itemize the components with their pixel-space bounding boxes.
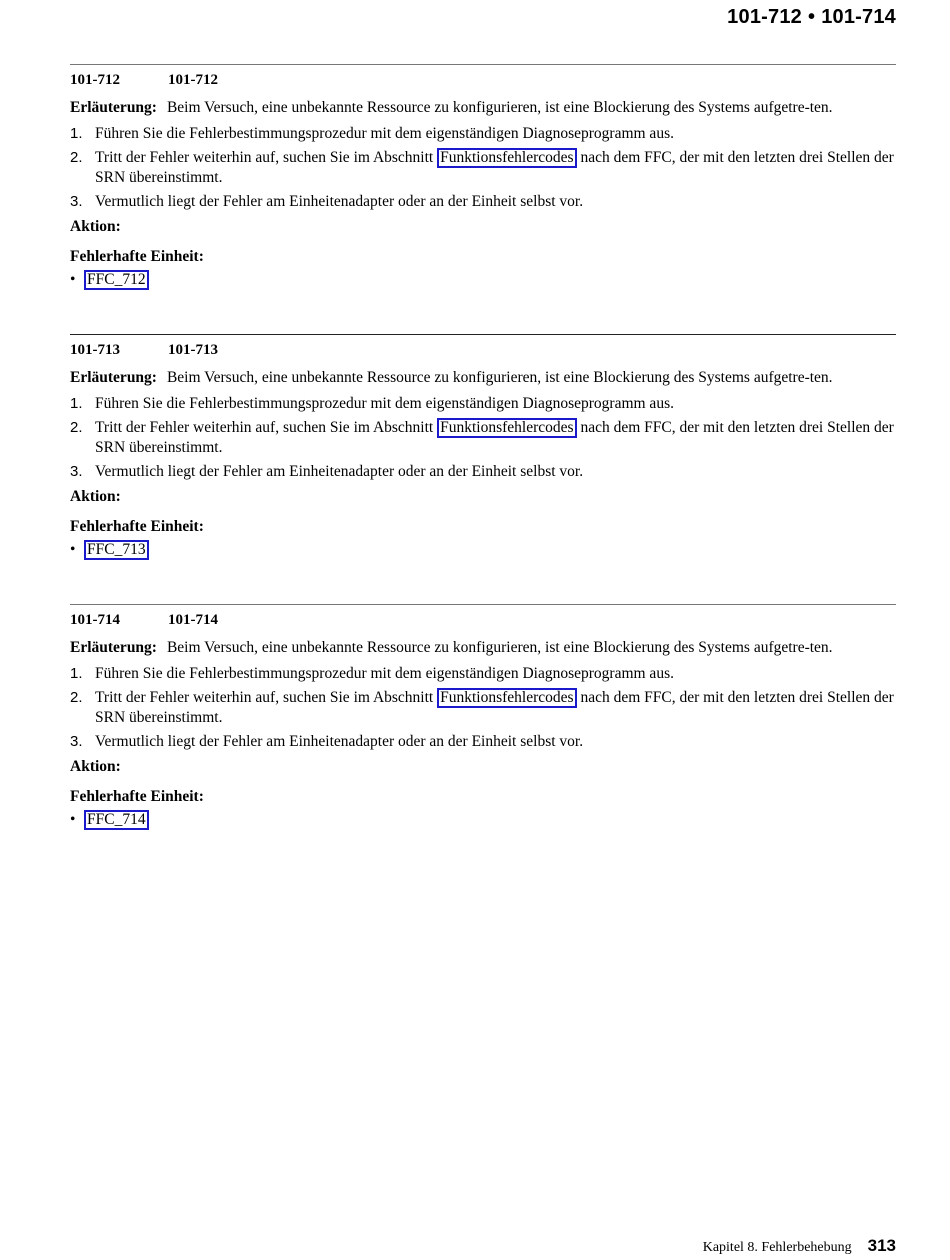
faulty-unit-label: Fehlerhafte Einheit: — [70, 518, 204, 535]
action-label: Aktion: — [70, 488, 121, 505]
error-code-title: 101-713 — [168, 342, 218, 358]
bullet-icon: • — [70, 811, 76, 828]
error-code-title: 101-712 — [168, 72, 218, 88]
error-entry — [70, 334, 896, 560]
step-text-after: nach dem FFC, der mit den letzten drei Stellen der SRN übereinstimmt. — [95, 419, 894, 456]
fru-list-item — [70, 270, 896, 290]
explanation-text: Beim Versuch, eine unbekannte Ressource zu konfigurieren, ist eine Blockierung des Systems aufgetre-ten. — [166, 99, 833, 116]
step-text: Vermutlich liegt der Fehler am Einheitenadapter oder an der Einheit selbst vor. — [95, 733, 584, 750]
step-item — [70, 124, 896, 143]
step-item — [70, 418, 896, 457]
error-code-line — [70, 611, 896, 629]
page-number: 313 — [867, 1236, 896, 1255]
explanation-label: Erläuterung: — [70, 639, 157, 656]
step-text-before: Tritt der Fehler weiterhin auf, suchen Sie im Abschnitt — [95, 149, 434, 166]
fru-list — [70, 810, 896, 830]
step-text: Führen Sie die Fehlerbestimmungsprozedur mit dem eigenständigen Diagnoseprogramm aus. — [95, 125, 674, 142]
step-number: 3. — [70, 193, 83, 210]
bullet-icon: • — [70, 541, 76, 558]
ffc-link[interactable]: FFC_714 — [84, 810, 149, 830]
explanation-text: Beim Versuch, eine unbekannte Ressource zu konfigurieren, ist eine Blockierung des Systems aufgetre-ten. — [166, 369, 833, 386]
procedure-steps — [70, 664, 896, 751]
step-number: 2. — [70, 689, 83, 706]
step-item — [70, 394, 896, 413]
fru-list — [70, 540, 896, 560]
faulty-unit-label: Fehlerhafte Einheit: — [70, 788, 204, 805]
step-number: 3. — [70, 463, 83, 480]
fru-list-item — [70, 540, 896, 560]
explanation-label: Erläuterung: — [70, 99, 157, 116]
step-item — [70, 462, 896, 481]
section-divider — [70, 334, 896, 335]
fru-list-item — [70, 810, 896, 830]
step-number: 3. — [70, 733, 83, 750]
fru-list — [70, 270, 896, 290]
error-entry — [70, 64, 896, 290]
error-code: 101-714 — [70, 612, 120, 628]
explanation-text: Beim Versuch, eine unbekannte Ressource zu konfigurieren, ist eine Blockierung des Systems aufgetre-ten. — [166, 639, 833, 656]
ffc-link[interactable]: FFC_713 — [84, 540, 149, 560]
error-code: 101-712 — [70, 72, 120, 88]
ffc-section-link[interactable]: Funktionsfehlercodes — [437, 148, 576, 168]
section-divider — [70, 64, 896, 65]
step-text: Vermutlich liegt der Fehler am Einheitenadapter oder an der Einheit selbst vor. — [95, 193, 584, 210]
error-code-line — [70, 71, 896, 89]
faulty-unit-label: Fehlerhafte Einheit: — [70, 248, 204, 265]
step-number: 1. — [70, 665, 83, 682]
error-code-line — [70, 341, 896, 359]
ffc-section-link[interactable]: Funktionsfehlercodes — [437, 688, 576, 708]
explanation-label: Erläuterung: — [70, 369, 157, 386]
step-text-after: nach dem FFC, der mit den letzten drei Stellen der SRN übereinstimmt. — [95, 149, 894, 186]
step-number: 1. — [70, 395, 83, 412]
page-footer — [703, 1236, 896, 1256]
error-code-title: 101-714 — [168, 612, 218, 628]
range-start: 101-712 — [727, 6, 802, 28]
step-text-before: Tritt der Fehler weiterhin auf, suchen Sie im Abschnitt — [95, 689, 434, 706]
section-divider — [70, 604, 896, 605]
error-entry — [70, 604, 896, 830]
ffc-section-link[interactable]: Funktionsfehlercodes — [437, 418, 576, 438]
step-number: 2. — [70, 149, 83, 166]
chapter-title: Kapitel 8. Fehlerbehebung — [702, 1240, 852, 1255]
step-number: 2. — [70, 419, 83, 436]
step-item — [70, 192, 896, 211]
step-text: Führen Sie die Fehlerbestimmungsprozedur mit dem eigenständigen Diagnoseprogramm aus. — [95, 665, 674, 682]
action-label: Aktion: — [70, 218, 121, 235]
step-text: Vermutlich liegt der Fehler am Einheitenadapter oder an der Einheit selbst vor. — [95, 463, 584, 480]
step-item — [70, 664, 896, 683]
explanation — [70, 638, 896, 657]
step-text: Führen Sie die Fehlerbestimmungsprozedur mit dem eigenständigen Diagnoseprogramm aus. — [95, 395, 674, 412]
step-number: 1. — [70, 125, 83, 142]
step-item — [70, 688, 896, 727]
error-code: 101-713 — [70, 342, 120, 358]
step-text-before: Tritt der Fehler weiterhin auf, suchen Sie im Abschnitt — [95, 419, 434, 436]
procedure-steps — [70, 124, 896, 211]
bullet-icon: • — [70, 271, 76, 288]
action-label: Aktion: — [70, 758, 121, 775]
explanation — [70, 98, 896, 117]
step-text-after: nach dem FFC, der mit den letzten drei Stellen der SRN übereinstimmt. — [95, 689, 894, 726]
ffc-link[interactable]: FFC_712 — [84, 270, 149, 290]
range-end: 101-714 — [821, 6, 896, 28]
step-item — [70, 148, 896, 187]
step-item — [70, 732, 896, 751]
explanation — [70, 368, 896, 387]
range-separator: • — [807, 6, 816, 28]
procedure-steps — [70, 394, 896, 481]
running-head — [727, 6, 896, 29]
